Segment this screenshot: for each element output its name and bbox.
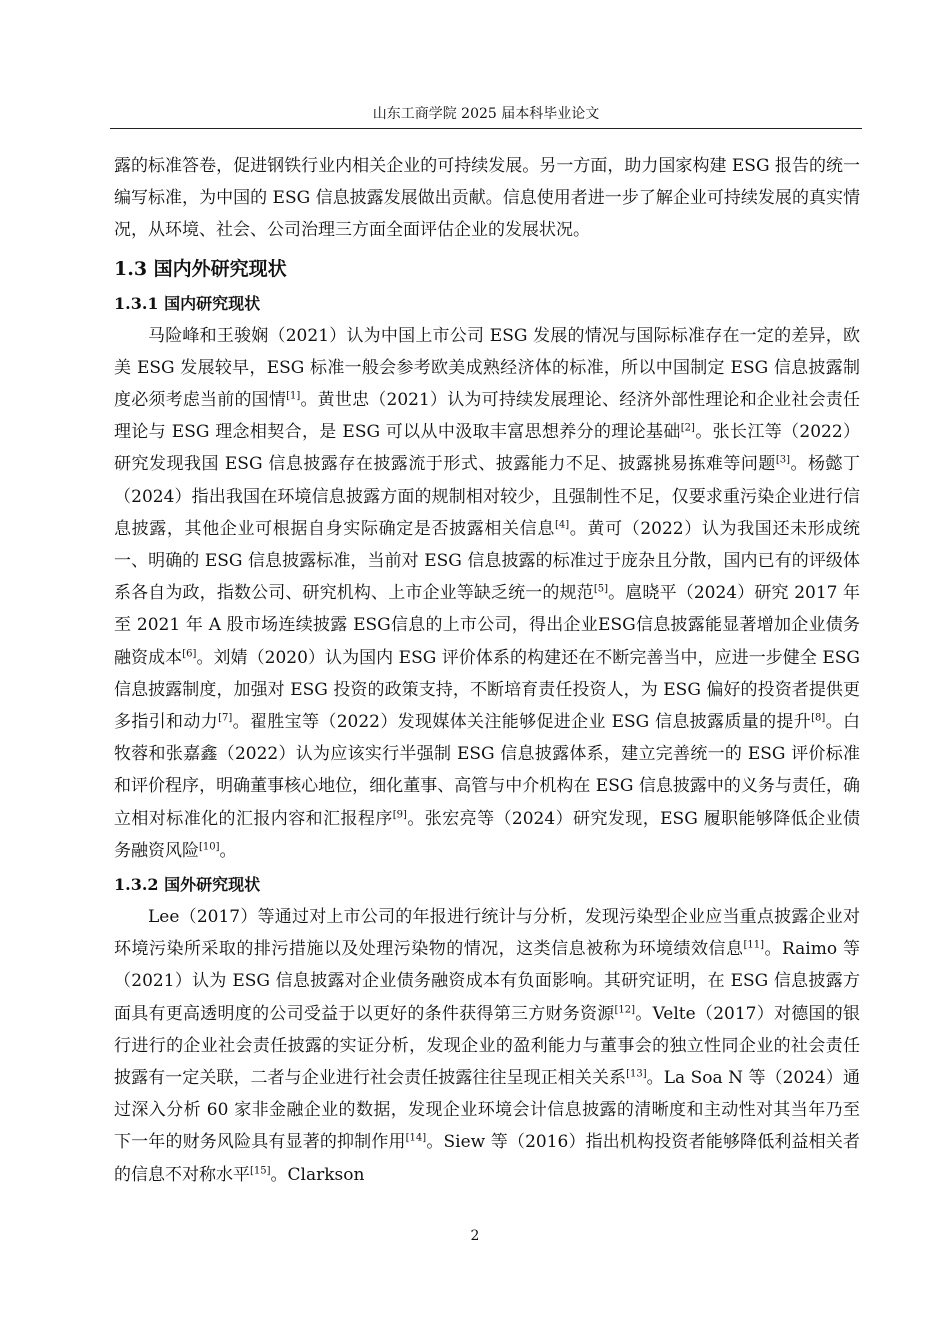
citation-ref: [12] bbox=[614, 1004, 636, 1016]
citation-ref: [2] bbox=[680, 422, 695, 434]
section-heading-1-3: 1.3 国内外研究现状 bbox=[114, 257, 287, 280]
citation-ref: [11] bbox=[743, 939, 765, 951]
citation-ref: [6] bbox=[182, 647, 197, 659]
text-segment: 。黄世忠（2021）认为可持续发展理论、经济外部性理论和企业社会责任理论与 ESG 理念相契合，是 ESG 可以从中汲取丰富思想养分的理论基础 bbox=[114, 390, 861, 443]
text-segment: 。翟胜宝等（2022）发现媒体关注能够促进企业 ESG 信息披露质量的提升 bbox=[232, 712, 812, 733]
text-segment: 。扈晓平（2024）研究 2017 年至 2021 年 A 股市场连续披露 ESG信息的上市公司，得出企业ESG信息披露能显著增加企业债务融资成本 bbox=[114, 583, 860, 668]
section-heading-1-3-1: 1.3.1 国内研究现状 bbox=[114, 293, 261, 313]
citation-ref: [10] bbox=[199, 841, 220, 853]
header-rule bbox=[110, 128, 862, 129]
text-segment: 。白牧蓉和张嘉鑫（2022）认为应该实行半强制 ESG 信息披露体系，建立完善统一的 ESG 评价标准和评价程序，明确董事核心地位，细化董事、高管与中介机构在 ESG 信息披露中的义务与责任，确立相对标准化的汇报内容和汇报程序 bbox=[114, 712, 860, 829]
domestic-research-paragraph bbox=[114, 320, 860, 867]
text-segment: 。Velte（2017）对德国的银行进行的企业社会责任披露的实证分析，发现企业的盈利能力与董事会的独立性同企业的社会责任披露有一定关联，二者与企业进行社会责任披露往往呈现正相关关系 bbox=[114, 1003, 861, 1089]
citation-ref: [9] bbox=[392, 809, 407, 820]
text-segment: 。Siew 等（2016）指出机构投资者能够降低利益相关者的信息不对称水平 bbox=[114, 1132, 860, 1185]
citation-ref: [13] bbox=[626, 1068, 647, 1080]
page-body bbox=[114, 150, 860, 1191]
text-segment: Lee（2017）等通过对上市公司的年报进行统计与分析，发现污染型企业应当重点披露企业对环境污染所采取的排污措施以及处理污染物的情况，这类信息被称为环境绩效信息 bbox=[114, 907, 860, 960]
page-header: 山东工商学院 2025 届本科毕业论文 bbox=[372, 106, 600, 122]
citation-ref: [15] bbox=[250, 1165, 271, 1177]
intro-paragraph: 露的标准答卷，促进钢铁行业内相关企业的可持续发展。另一方面，助力国家构建 ESG 报告的统一编写标准，为中国的 ESG 信息披露发展做出贡献。信息使用者进一步了解企业可持续发展的真实情况，从环境、社会、公司治理三方面全面评估企业的发展状况。 bbox=[114, 156, 860, 241]
text-segment: 。张长江等（2022）研究发现我国 ESG 信息披露存在披露流于形式、披露能力不足、披露挑易拣难等问题 bbox=[114, 422, 861, 475]
text-segment: 。张宏亮等（2024）研究发现，ESG 履职能够降低企业债务融资风险 bbox=[114, 808, 860, 861]
citation-ref: [7] bbox=[218, 712, 233, 724]
text-segment: 。刘婧（2020）认为国内 ESG 评价体系的构建还在不断完善当中，应进一步健全 ESG 信息披露制度，加强对 ESG 投资的政策支持，不断培育责任投资人，为 ESG 偏好的投资者提供更多指引和动力 bbox=[114, 647, 861, 733]
citation-ref: [5] bbox=[593, 583, 609, 595]
section-heading-1-3-2: 1.3.2 国外研究现状 bbox=[114, 875, 261, 895]
page-number: 2 bbox=[470, 1228, 480, 1244]
citation-ref: [4] bbox=[554, 519, 570, 531]
text-segment: 。Raimo 等（2021）认为 ESG 信息披露对企业债务融资成本有负面影响。其研究证明，在 ESG 信息披露方面具有更高透明度的公司受益于以更好的条件获得第三方财务资源 bbox=[114, 939, 860, 1024]
text-segment: 马险峰和王骏娴（2021）认为中国上市公司 ESG 发展的情况与国际标准存在一定的差异，欧美 ESG 发展较早，ESG 标准一般会参考欧美成熟经济体的标准，所以中国制定 ESG 信息披露制度必须考虑当前的国情 bbox=[114, 325, 860, 411]
text-segment: 。 bbox=[219, 840, 237, 861]
text-segment: 。黄可（2022）认为我国还未形成统一、明确的 ESG 信息披露标准，当前对 ESG 信息披露的标准过于庞杂且分散，国内已有的评级体系各自为政，指数公司、研究机构、上市企业等缺乏统一的规范 bbox=[114, 518, 861, 604]
foreign-research-paragraph bbox=[114, 901, 860, 1191]
text-segment: 。杨懿丁（2024）指出我国在环境信息披露方面的规制相对较少，且强制性不足，仅要求重污染企业进行信息披露，其他企业可根据自身实际确定是否披露相关信息 bbox=[114, 454, 861, 539]
text-segment: 。Clarkson bbox=[270, 1164, 365, 1185]
citation-ref: [1] bbox=[286, 390, 301, 402]
citation-ref: [3] bbox=[775, 454, 791, 466]
citation-ref: [14] bbox=[405, 1132, 427, 1144]
text-segment: 。La Soa N 等（2024）通过深入分析 60 家非金融企业的数据，发现企业环境会计信息披露的清晰度和主动性对其当年乃至下一年的财务风险具有显著的抑制作用 bbox=[114, 1068, 861, 1153]
citation-ref: [8] bbox=[811, 712, 826, 724]
